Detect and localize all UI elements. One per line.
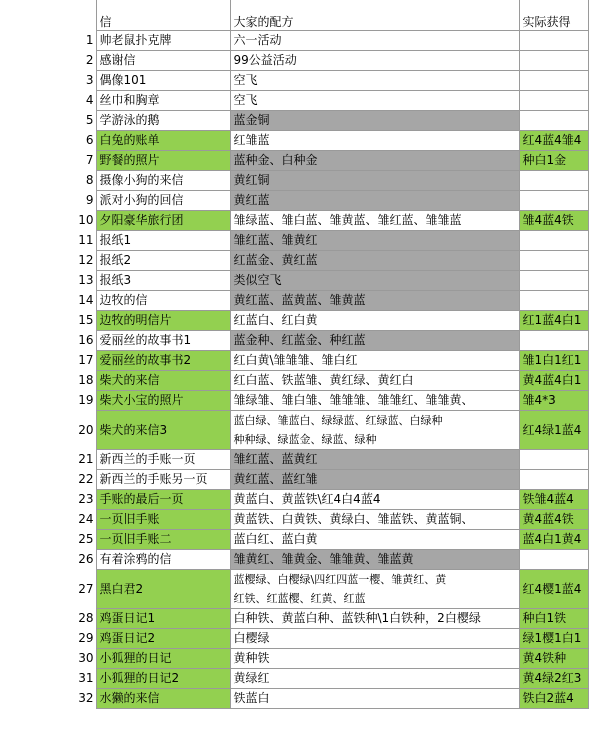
letter-cell[interactable]: 鸡蛋日记2: [96, 629, 230, 649]
row-number[interactable]: 9: [0, 191, 96, 211]
actual-cell[interactable]: 红4蓝4雏4: [519, 131, 588, 151]
letter-cell[interactable]: 学游泳的鹅: [96, 111, 230, 131]
letter-cell[interactable]: 夕阳豪华旅行团: [96, 211, 230, 231]
letter-cell[interactable]: 爱丽丝的故事书1: [96, 331, 230, 351]
row-number[interactable]: 31: [0, 669, 96, 689]
row-number[interactable]: 26: [0, 550, 96, 570]
actual-cell[interactable]: 雏4*3: [519, 391, 588, 411]
letter-cell[interactable]: 一页旧手账二: [96, 530, 230, 550]
table-row: [0, 171, 588, 191]
row-number[interactable]: 18: [0, 371, 96, 391]
recipe-cell[interactable]: 99公益活动: [230, 51, 519, 71]
recipe-cell[interactable]: 蓝金铜: [230, 111, 519, 131]
recipe-cell[interactable]: 黄蓝白、黄蓝铁\红4白4蓝4: [230, 490, 519, 510]
recipe-cell[interactable]: 红雏蓝: [230, 131, 519, 151]
actual-cell[interactable]: 黄4蓝4铁: [519, 510, 588, 530]
table-row: [0, 251, 588, 271]
letter-cell[interactable]: 小狐狸的日记2: [96, 669, 230, 689]
table-row: [0, 331, 588, 351]
table-row: [0, 689, 588, 709]
recipe-cell[interactable]: 白种铁、黄蓝白种、蓝铁种\1白铁种，2白樱绿: [230, 609, 519, 629]
actual-cell[interactable]: [519, 231, 588, 251]
row-number[interactable]: 17: [0, 351, 96, 371]
recipe-cell[interactable]: 类似空飞: [230, 271, 519, 291]
actual-cell[interactable]: 蓝4白1黄4: [519, 530, 588, 550]
table-row: [0, 570, 588, 609]
table-row: [0, 131, 588, 151]
actual-cell[interactable]: 雏1白1红1: [519, 351, 588, 371]
row-number[interactable]: 5: [0, 111, 96, 131]
recipe-cell[interactable]: 六一活动: [230, 31, 519, 51]
recipe-cell[interactable]: 雏红蓝、雏黄红: [230, 231, 519, 251]
letter-cell[interactable]: 有着涂鸦的信: [96, 550, 230, 570]
table-row: [0, 629, 588, 649]
table-row: [0, 371, 588, 391]
table-row: [0, 211, 588, 231]
row-number[interactable]: 32: [0, 689, 96, 709]
letter-cell[interactable]: 野餐的照片: [96, 151, 230, 171]
table-row: [0, 311, 588, 331]
letter-cell[interactable]: 偶像101: [96, 71, 230, 91]
row-number[interactable]: 21: [0, 450, 96, 470]
actual-cell[interactable]: 雏4蓝4铁: [519, 211, 588, 231]
row-number[interactable]: 29: [0, 629, 96, 649]
row-number[interactable]: 28: [0, 609, 96, 629]
row-number[interactable]: 10: [0, 211, 96, 231]
actual-cell[interactable]: 红4绿1蓝4: [519, 411, 588, 450]
table-row: [0, 31, 588, 51]
recipe-cell[interactable]: 雏黄红、雏黄金、雏雏黄、雏蓝黄: [230, 550, 519, 570]
letter-cell[interactable]: 白兔的账单: [96, 131, 230, 151]
recipe-cell[interactable]: 红蓝白、红白黄: [230, 311, 519, 331]
row-number[interactable]: 7: [0, 151, 96, 171]
row-number[interactable]: 11: [0, 231, 96, 251]
row-number[interactable]: 15: [0, 311, 96, 331]
letter-cell[interactable]: 报纸2: [96, 251, 230, 271]
row-number[interactable]: 19: [0, 391, 96, 411]
recipe-cell[interactable]: 红蓝金、黄红蓝: [230, 251, 519, 271]
letter-cell[interactable]: 柴犬的来信3: [96, 411, 230, 450]
actual-cell[interactable]: [519, 331, 588, 351]
row-number[interactable]: 6: [0, 131, 96, 151]
letter-cell[interactable]: 鸡蛋日记1: [96, 609, 230, 629]
recipe-cell[interactable]: 白樱绿: [230, 629, 519, 649]
actual-cell[interactable]: 黄4绿2红3: [519, 669, 588, 689]
table-row: [0, 470, 588, 490]
actual-cell[interactable]: [519, 171, 588, 191]
letter-cell[interactable]: 派对小狗的回信: [96, 191, 230, 211]
header-actual[interactable]: 实际获得: [519, 0, 588, 31]
row-number[interactable]: 24: [0, 510, 96, 530]
actual-cell[interactable]: [519, 111, 588, 131]
letter-cell[interactable]: 新西兰的手账一页: [96, 450, 230, 470]
actual-cell[interactable]: 黄4铁种: [519, 649, 588, 669]
row-number-header[interactable]: [0, 0, 96, 31]
letter-cell[interactable]: 感谢信: [96, 51, 230, 71]
actual-cell[interactable]: 红4樱1蓝4: [519, 570, 588, 609]
letter-cell[interactable]: 边牧的信: [96, 291, 230, 311]
table-row: [0, 530, 588, 550]
recipe-cell[interactable]: 空飞: [230, 71, 519, 91]
letter-cell[interactable]: 黑白君2: [96, 570, 230, 609]
recipe-cell[interactable]: 空飞: [230, 91, 519, 111]
recipe-cell[interactable]: 黄蓝铁、白黄铁、黄绿白、雏蓝铁、黄蓝铜、: [230, 510, 519, 530]
table-row: [0, 669, 588, 689]
actual-cell[interactable]: [519, 51, 588, 71]
table-row: [0, 510, 588, 530]
recipe-cell[interactable]: 蓝白绿、雏蓝白、绿绿蓝、红绿蓝、白绿种 种种绿、绿蓝金、绿蓝、绿种: [230, 411, 519, 450]
letter-cell[interactable]: 小狐狸的日记: [96, 649, 230, 669]
letter-cell[interactable]: 帅老鼠扑克牌: [96, 31, 230, 51]
row-number[interactable]: 4: [0, 91, 96, 111]
header-letter[interactable]: 信: [96, 0, 230, 31]
row-number[interactable]: 20: [0, 411, 96, 450]
table-row: [0, 351, 588, 371]
recipe-cell[interactable]: 黄绿红: [230, 669, 519, 689]
recipe-cell[interactable]: 黄红蓝、蓝黄蓝、雏黄蓝: [230, 291, 519, 311]
letter-cell[interactable]: 柴犬的来信: [96, 371, 230, 391]
recipe-cell[interactable]: 红白黄\雏雏雏、雏白红: [230, 351, 519, 371]
recipe-cell[interactable]: 雏绿雏、雏白雏、雏雏雏、雏雏红、雏雏黄、: [230, 391, 519, 411]
table-row: [0, 550, 588, 570]
letter-cell[interactable]: 摄像小狗的来信: [96, 171, 230, 191]
actual-cell[interactable]: 绿1樱1白1: [519, 629, 588, 649]
recipe-cell[interactable]: 蓝白红、蓝白黄: [230, 530, 519, 550]
letter-cell[interactable]: 报纸3: [96, 271, 230, 291]
letter-cell[interactable]: 丝巾和胸章: [96, 91, 230, 111]
actual-cell[interactable]: [519, 291, 588, 311]
header-recipe[interactable]: 大家的配方: [230, 0, 519, 31]
table-row: [0, 231, 588, 251]
recipe-cell[interactable]: 蓝金种、红蓝金、种红蓝: [230, 331, 519, 351]
letter-cell[interactable]: 边牧的明信片: [96, 311, 230, 331]
table-row: [0, 450, 588, 470]
recipe-cell[interactable]: 黄红蓝: [230, 191, 519, 211]
row-number[interactable]: 3: [0, 71, 96, 91]
recipe-cell[interactable]: 黄红蓝、蓝红雏: [230, 470, 519, 490]
actual-cell[interactable]: 种白1铁: [519, 609, 588, 629]
row-number[interactable]: 27: [0, 570, 96, 609]
table-row: [0, 91, 588, 111]
actual-cell[interactable]: 种白1金: [519, 151, 588, 171]
table-row: [0, 51, 588, 71]
row-number[interactable]: 30: [0, 649, 96, 669]
recipe-cell[interactable]: 黄种铁: [230, 649, 519, 669]
letter-cell[interactable]: 水獭的来信: [96, 689, 230, 709]
actual-cell[interactable]: [519, 91, 588, 111]
actual-cell[interactable]: 黄4蓝4白1: [519, 371, 588, 391]
table-row: [0, 151, 588, 171]
row-number[interactable]: 14: [0, 291, 96, 311]
table-row: [0, 291, 588, 311]
actual-cell[interactable]: [519, 251, 588, 271]
header-row: [0, 0, 588, 31]
table-row: [0, 71, 588, 91]
row-number[interactable]: 25: [0, 530, 96, 550]
actual-cell[interactable]: [519, 191, 588, 211]
table-row: [0, 111, 588, 131]
row-number[interactable]: 22: [0, 470, 96, 490]
table-row: [0, 191, 588, 211]
actual-cell[interactable]: 铁雏4蓝4: [519, 490, 588, 510]
actual-cell[interactable]: 铁白2蓝4: [519, 689, 588, 709]
letter-cell[interactable]: 报纸1: [96, 231, 230, 251]
table-row: [0, 609, 588, 629]
recipe-cell[interactable]: 蓝樱绿、白樱绿\四红四蓝一樱、雏黄红、黄 红铁、红蓝樱、红黄、红蓝: [230, 570, 519, 609]
row-number[interactable]: 16: [0, 331, 96, 351]
recipe-cell[interactable]: 红白蓝、铁蓝雏、黄红绿、黄红白: [230, 371, 519, 391]
recipe-cell[interactable]: 雏绿蓝、雏白蓝、雏黄蓝、雏红蓝、雏雏蓝: [230, 211, 519, 231]
letter-cell[interactable]: 柴犬小宝的照片: [96, 391, 230, 411]
table-row: [0, 271, 588, 291]
recipe-cell[interactable]: 雏红蓝、蓝黄红: [230, 450, 519, 470]
table-row: [0, 391, 588, 411]
actual-cell[interactable]: 红1蓝4白1: [519, 311, 588, 331]
row-number[interactable]: 12: [0, 251, 96, 271]
letter-cell[interactable]: 爱丽丝的故事书2: [96, 351, 230, 371]
recipe-cell[interactable]: 蓝种金、白种金: [230, 151, 519, 171]
letter-cell[interactable]: 手账的最后一页: [96, 490, 230, 510]
actual-cell[interactable]: [519, 470, 588, 490]
row-number[interactable]: 2: [0, 51, 96, 71]
table-row: [0, 490, 588, 510]
actual-cell[interactable]: [519, 550, 588, 570]
table-row: [0, 411, 588, 450]
row-number[interactable]: 1: [0, 31, 96, 51]
letter-cell[interactable]: 新西兰的手账另一页: [96, 470, 230, 490]
row-number[interactable]: 8: [0, 171, 96, 191]
recipe-cell[interactable]: 黄红铜: [230, 171, 519, 191]
letter-cell[interactable]: 一页旧手账: [96, 510, 230, 530]
actual-cell[interactable]: [519, 31, 588, 51]
row-number[interactable]: 13: [0, 271, 96, 291]
table-row: [0, 649, 588, 669]
actual-cell[interactable]: [519, 71, 588, 91]
actual-cell[interactable]: [519, 450, 588, 470]
recipe-cell[interactable]: 铁蓝白: [230, 689, 519, 709]
actual-cell[interactable]: [519, 271, 588, 291]
row-number[interactable]: 23: [0, 490, 96, 510]
